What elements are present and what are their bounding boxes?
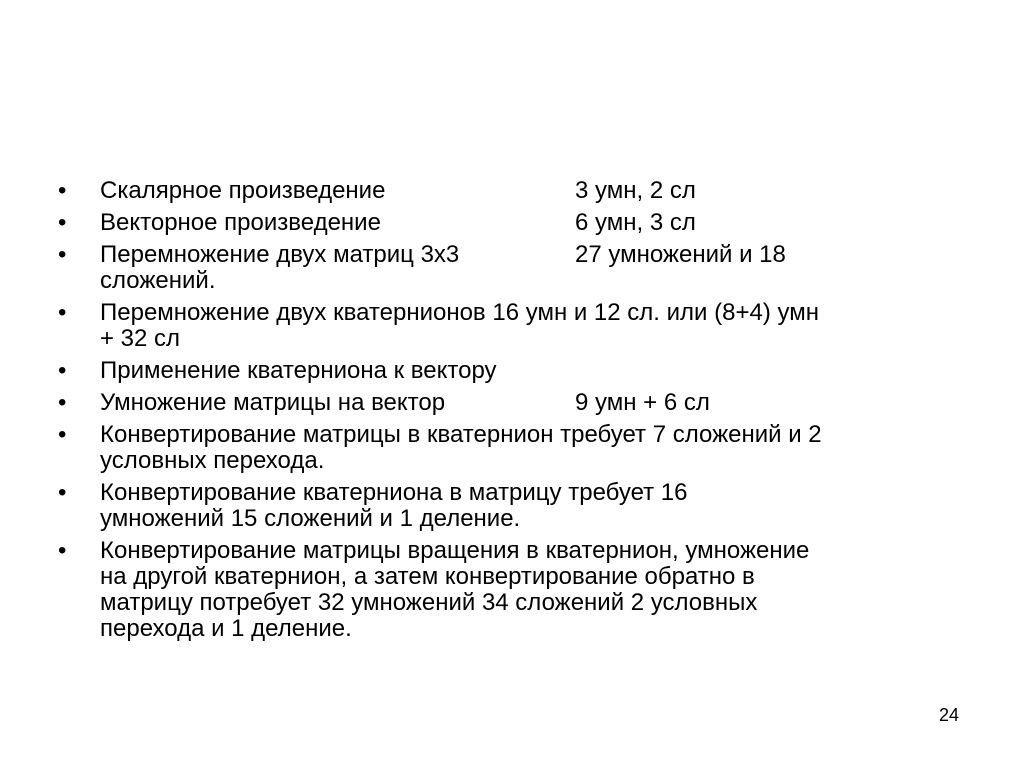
- bullet-marker: •: [58, 537, 67, 564]
- item-label: Перемножение двух кватернионов 16 умн и 12 сл. или (8+4) умн: [100, 299, 819, 326]
- item-value: 3 умн, 2 сл: [575, 177, 696, 204]
- item-value: 9 умн + 6 сл: [575, 389, 710, 416]
- list-item: [58, 538, 978, 642]
- item-continuation: перехода и 1 деление.: [100, 615, 352, 642]
- item-label: Конвертирование кватерниона в матрицу требует 16: [100, 479, 688, 506]
- item-label: Перемножение двух матриц 3х3: [100, 241, 460, 268]
- bullet-marker: •: [58, 241, 67, 268]
- bullet-list: [58, 178, 978, 648]
- bullet-marker: •: [58, 357, 67, 384]
- list-item: [58, 210, 978, 236]
- list-item: [58, 242, 978, 294]
- page-number: 24: [939, 705, 960, 725]
- item-label: Применение кватерниона к вектору: [100, 357, 497, 384]
- bullet-marker: •: [58, 299, 67, 326]
- list-item: [58, 358, 978, 384]
- list-item: [58, 390, 978, 416]
- list-item: [58, 300, 978, 352]
- bullet-marker: •: [58, 421, 67, 448]
- list-item: [58, 178, 978, 204]
- item-continuation: условных перехода.: [100, 447, 325, 474]
- item-label: Конвертирование матрицы в кватернион требует 7 сложений и 2: [100, 421, 822, 448]
- item-continuation: умножений 15 сложений и 1 деление.: [100, 505, 521, 532]
- item-value: 27 умножений и 18: [575, 241, 786, 268]
- bullet-marker: •: [58, 177, 67, 204]
- item-label: Умножение матрицы на вектор: [100, 389, 446, 416]
- item-continuation: + 32 сл: [100, 325, 181, 352]
- item-continuation: сложений.: [100, 267, 216, 294]
- bullet-marker: •: [58, 479, 67, 506]
- list-item: [58, 480, 978, 532]
- item-label: Векторное произведение: [100, 209, 381, 236]
- bullet-marker: •: [58, 389, 67, 416]
- item-continuation: на другой кватернион, а затем конвертирование обратно в: [100, 563, 755, 590]
- item-label: Конвертирование матрицы вращения в кватернион, умножение: [100, 537, 810, 564]
- bullet-marker: •: [58, 209, 67, 236]
- item-label: Скалярное произведение: [100, 177, 386, 204]
- item-value: 6 умн, 3 сл: [575, 209, 696, 236]
- item-continuation: матрицу потребует 32 умножений 34 сложений 2 условных: [100, 589, 758, 616]
- list-item: [58, 422, 978, 474]
